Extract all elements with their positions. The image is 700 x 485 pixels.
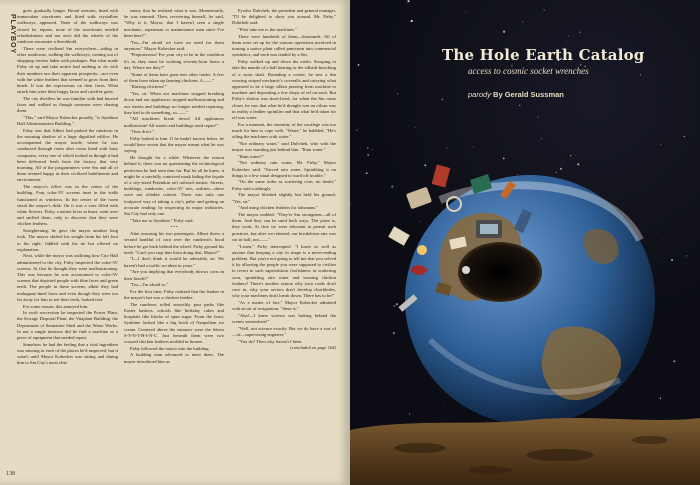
paragraph: grew gradually longer. Broad avenues, lined with immaculate storefronts and fitted with crystalline walkways, appeared. None of the walkways was closed for repairs, none of the storefronts needed refurbishment and not once did the wheels of the rundown encounter a threshhold. — [17, 8, 118, 45]
paragraph: "Ours don't." — [130, 129, 154, 135]
paragraph: Firby walked up and down the aisles. Stooping to take the mantle of a ball bearing or the sillside knocking of a worn shaft. Rounding a corner, he saw a Sm wearing striped mechanic's coveralls and carrying what appeared to be a large silken pouring from machine to machine and depositing a few drops of oil on each. But Firby's elation was short-lived, for when the Sm came closer, he saw that what he'd thought was an oilcan was in reality a feather sprinkler and that what he'd taken for oil was water. — [232, 59, 336, 120]
byline-lead: parody — [468, 90, 491, 99]
paragraph: "Rain water?" — [238, 153, 264, 159]
star-icon — [673, 360, 675, 362]
article-subtitle: access to cosmic socket wrenches — [468, 66, 589, 76]
star-icon — [415, 127, 416, 128]
running-head: PLAYBOY — [9, 14, 16, 55]
paragraph: There were hundreds of them—thousands. All of them were set up for the various operations involved in turning a native plant called punctrum into commercial synthetics, and each was tended by a Sm. — [232, 33, 336, 58]
star-icon — [377, 370, 378, 371]
star-icon — [671, 259, 673, 261]
paragraph: "Not ordinary rain water, Mr. Firby," Mayor Kobecker said. "Sacred rain water. Sprinkling it on things is a few ritual designed to ward off trouble." — [232, 160, 336, 178]
star-icon — [393, 305, 395, 307]
star-icon — [503, 31, 505, 33]
star-icon — [537, 117, 538, 118]
paragraph: "As a matter of fact," Mayor Kobecker admitted with an air of resignation, "there is." — [232, 299, 336, 312]
text-column-2 — [124, 8, 224, 474]
star-icon — [522, 21, 523, 22]
paragraph: "All machines break down! All appliances malfunction! All streets and buildings need repair!" — [124, 116, 224, 128]
star-icon — [473, 147, 474, 148]
star-icon — [570, 155, 571, 156]
star-icon — [556, 172, 557, 173]
paragraph: "This," said Mayor Kobecker proudly, "is Synthmo Hall Administration Building." — [17, 114, 118, 127]
paragraph: "I'm—I'm afraid so." — [130, 282, 169, 288]
paragraph: "Some of them have gone into other trades. A few of them have taken up farming chickens. A——" — [124, 71, 224, 83]
paragraph: "Well, not science exactly. But we do have a sort of—of—supervising engineer." — [232, 325, 336, 337]
paragraph: "Raising chickens!" — [130, 84, 167, 90]
paragraph: He thought for a while. Whatever the reason behind it, there was no questioning the technological perfection he had seen thus far. But let all he knew, it might be a carefully contrived mask hiding the façade of a city-sized Potemkin rail railroad station. Streets, buildings, rundowns, color-3V sets, utilities—these were not reliable criteria. There was only one foolproof way of taking a city's pulse and getting an accurate reading: by inspecting its major industries. Sm City had only one. — [124, 155, 224, 216]
star-icon — [393, 332, 395, 334]
star-icon — [372, 149, 373, 150]
star-icon — [354, 103, 355, 104]
paragraph: "First take me to the machines." — [238, 27, 297, 33]
star-icon — [397, 93, 398, 94]
star-icon — [367, 147, 368, 148]
paragraph: (concluded on page 164) — [290, 345, 336, 351]
star-icon — [568, 36, 569, 37]
paragraph: "Preposterous! For your city to be in the condition it's in, they must be working seventy-hour hours a day. Where are they?" — [124, 52, 224, 70]
star-icon — [663, 238, 664, 239]
paragraph: Somehow he had the feeling that a vital ingredient was missing in each of the places he'd inspected, but it wasn't until Mayor Kobecker was sitting and dining him to Sm City's most elite — [17, 341, 118, 366]
star-icon — [350, 204, 351, 205]
star-icon — [544, 10, 545, 11]
star-icon — [685, 216, 686, 217]
star-icon — [366, 172, 368, 174]
star-icon — [640, 74, 641, 75]
star-icon — [660, 398, 661, 399]
star-icon — [424, 164, 426, 166]
paragraph: "Take me to Synthine," Firby said. — [130, 217, 194, 223]
paragraph: Firby looked at him. If he hadn't known better, he would have sworn that the mayor meant what he was saying. — [124, 136, 224, 154]
paragraph: The mayor nodded. "They're Sm strongmen—all of them. And they can be used both ways. The point is, they work. At first we were reluctant to permit such practices, but after we relented, our breakdown rate was cut in half, not——" — [232, 212, 336, 242]
star-icon — [411, 20, 413, 22]
star-icon — [443, 401, 444, 402]
paragraph: For a moment, the enormity of the sacrilege was too much for him to cope with. "Water," he babbled. "He's oiling the machines with water." — [232, 121, 336, 140]
star-icon — [358, 64, 360, 66]
paragraph: The mayor's office was in the center of the building. Four color-3V screens inset in the walls functioned as windows. In the center of the room stood the mayor's desk. On it was a vase filled with white flowers. Firby, a nature lover at heart, went over and sniffed them, only to discover that they were chicken feathers. — [17, 184, 118, 227]
paragraph: Fyodor Dubchek, the president and general manager. "I'll be delighted to show you around, Mr. Firby," Dubchek said. — [232, 8, 336, 26]
text-column-3 — [232, 8, 336, 474]
star-icon — [407, 0, 409, 2]
star-icon — [517, 174, 518, 175]
paragraph: There were civilized Sm everywhere—riding in other rundowns, walking the walkways, coming out of shopping centers laden with packages. But what made Firby sit up and take notice had nothing to do with their numbers nor their apparent prosperity—not even with the white feathers that seemed to grow from their heads. It was the expressions on their faces. What struck him were their happy faces and carefree gaits. — [17, 45, 118, 95]
star-icon — [519, 105, 520, 106]
paragraph: "I'm—I'm afraid we have no need for them anymore," Mayor Kobecker said. — [124, 39, 224, 51]
paragraph: "Listen," Firby interrupted. "I know as well as anyone that keeping a city in shape is a never-ending problem. But you're not going to tell me that you solved it by allowing the people you were supposed to civilize to revert to such superstitious foolishness as scattering corn, sprinkling rain water and wearing chicken feathers! There's another reason why your roads don't cave in, why your sectors don't develop chuckholes, why your machines don't break down. There has to be!" — [232, 243, 336, 299]
paragraph: The rundown rolled smoothly past parks like Easter baskets, schools like birthday cakes and hospitals like blocks of spun sugar. From the front, Synthine looked like a big brick of Neapolitan ice cream. Centered above the entrance were the letters S-Y-N-T-H-I-N-C. Just beneath them were two crossed chicken feathers molded in bronze. — [124, 301, 224, 345]
paragraph: "You do? Then why haven't I been — [238, 338, 302, 344]
star-icon — [577, 163, 579, 165]
star-icon — [541, 138, 542, 139]
paragraph: "Not ordinary water," said Dubchek, who with the mayor was standing just behind him. "Rain water." — [232, 140, 336, 152]
paragraph: After ensuring his two passengers, Albert threw a second handful of corn over the rundown's hood before he got back behind the wheel. Firby ground his teeth. "Can't you stop him from doing that, Mayor?" — [124, 231, 224, 255]
star-icon — [409, 15, 410, 16]
text-column-1 — [17, 8, 118, 474]
paragraph: "Yes, sir. When our machines stopped breaking down and our appliances stopped malfunctioning and our streets and buildings no longer needed repairing, they had to do something, so——" — [124, 91, 224, 115]
byline-author: By Gerald Sussman — [493, 90, 564, 99]
star-icon — [446, 148, 447, 149]
paragraph: "Aha!—I knew science was lurking behind the scenes somewhere!" — [232, 312, 336, 324]
star-icon — [684, 136, 685, 137]
star-icon — [560, 168, 562, 170]
star-icon — [631, 173, 632, 174]
star-icon — [396, 303, 398, 305]
star-icon — [579, 31, 581, 33]
page-number: 138 — [6, 471, 15, 477]
article-title: The Hole Earth Catalog — [442, 46, 645, 64]
star-icon — [391, 185, 393, 187]
paragraph: In swift succession he inspected the Power Plant, the Sewage Disposal Plant, the Vitaplant Building, the Department of Sanitation Shed and the Water Works. In not a single instance did he find a machine or a piece of equipment that needed repair. — [17, 310, 118, 341]
star-icon — [660, 144, 661, 145]
star-icon — [356, 129, 358, 131]
paragraph: Firby followed the mayor into the building. — [130, 345, 210, 351]
paragraph: Firby saw that Albert had parked the rundown in the morning shadow of a large dignified edifice. He accompanied the mayor inside, where he was conducted through room after room lined with busy computers, every one of which looked as though it had been delivered fresh from the factory that very morning. All of the programmers were Sm and all of them seemed happy in their civilized habiliments and environment. — [17, 127, 118, 183]
paragraph: "And using chicken feathers for talismans." — [238, 205, 319, 211]
paragraph: The city dwellers he was familiar with had hurried faces and walked as though someone were chasing them. — [17, 95, 118, 114]
byline — [468, 90, 564, 99]
paragraph: eatery that he realized what it was. Momentarily, he was stunned. Then, recovering himself, he said, "Why is it, Mayor, that I haven't seen a single mechanic, repairman or maintenance man since I've been here?" — [124, 8, 224, 38]
star-icon — [419, 221, 420, 222]
star-icon — [686, 255, 687, 256]
paragraph: A building man advanced to meet them. The mayor introduced him as — [124, 352, 224, 364]
paragraph: "Are you implying that everybody throws corn on their hoods?" — [124, 269, 224, 281]
paragraph: "On the same order as scattering corn, no doubt," Firby said scathingly. — [232, 179, 336, 191]
paragraph: The mayor blushed slightly but held his ground. "Yes, sir." — [232, 192, 336, 204]
star-icon — [465, 11, 466, 12]
star-icon — [409, 413, 410, 414]
paragraph: • • • — [170, 224, 178, 230]
paragraph: For some reason, this annoyed him. — [23, 303, 89, 309]
paragraph: For the first time, Firby realized that the feather in the mayor's hat was a chicken feather. — [124, 288, 224, 301]
star-icon — [563, 161, 564, 162]
paragraph: "I—I don't think it would be advisable, sir. We haven't had a traffic accident in years." — [124, 256, 224, 268]
lunar-ground — [350, 418, 700, 485]
star-icon — [367, 154, 368, 155]
paragraph: Next, while the mayor was outlining how City Hall administered to the city, Firby inspected the color-3V screens. At first he thought they were malfunctioning. This was because he was accustomed to color-3V screens that depicted people with blue faces and green teeth. The people in these screens, albeit they had mahogany-hued faces and even though they were too far away for him to see their teeth, looked real. — [17, 253, 118, 302]
star-icon — [441, 98, 443, 100]
star-icon — [567, 41, 568, 42]
paragraph: Straightening, he gave the mayor another long look. The mayor shifted his weight from his left foot to his right, fiddled with his tie but offered no explanation. — [17, 228, 118, 252]
star-icon — [503, 158, 505, 160]
right-page — [350, 0, 700, 485]
